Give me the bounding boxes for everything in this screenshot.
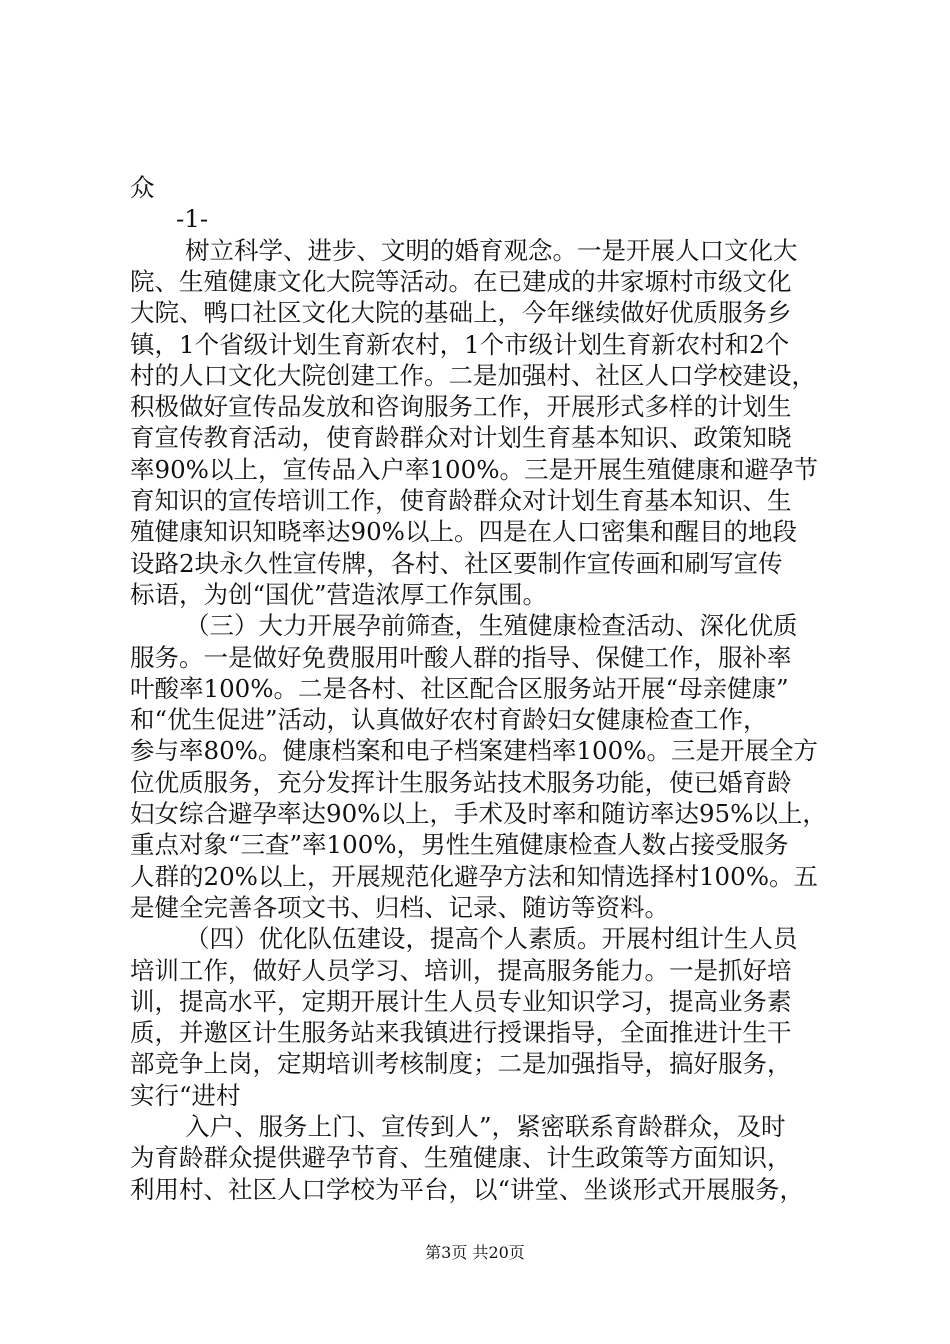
text-line: 妇女综合避孕率达90%以上，手术及时率和随访率达95%以上，	[130, 799, 827, 828]
text-line: 树立科学、进步、文明的婚育观念。一是开展人口文化大	[185, 236, 798, 265]
text-line: 大院、鸭口社区文化大院的基础上，今年继续做好优质服务乡	[130, 298, 792, 327]
text-line: 质，并邀区计生服务站来我镇进行授课指导，全面推进计生干	[130, 1018, 792, 1047]
text-line: 是健全完善各项文书、归档、记录、随访等资料。	[130, 893, 669, 922]
text-line: 育宣传教育活动，使育龄群众对计划生育基本知识、政策知晓	[130, 423, 792, 452]
text-line: 利用村、社区人口学校为平台，以“讲堂、坐谈形式开展服务，	[130, 1175, 805, 1204]
text-line: 镇，1个省级计划生育新农村，1个市级计划生育新农村和2个	[130, 330, 790, 359]
section-number: -1-	[176, 204, 209, 233]
text-line: 标语，为创“国优”营造浓厚工作氛围。	[130, 580, 548, 609]
text-line: 积极做好宣传品发放和咨询服务工作，开展形式多样的计划生	[130, 392, 792, 421]
text-line: 训，提高水平，定期开展计生人员专业知识学习，提高业务素	[130, 987, 792, 1016]
text-line: 叶酸率100%。二是各村、社区配合区服务站开展“母亲健康”	[130, 674, 789, 703]
text-line: 位优质服务，充分发挥计生服务站技术服务功能，使已婚育龄	[130, 768, 792, 797]
text-line: 培训工作，做好人员学习、培训，提高服务能力。一是抓好培	[130, 956, 792, 985]
text-line: 人群的20%以上，开展规范化避孕方法和知情选择村100%。五	[130, 862, 818, 891]
text-line: 部竞争上岗，定期培训考核制度；二是加强指导，搞好服务，	[130, 1049, 792, 1078]
text-line: 育知识的宣传培训工作，使育龄群众对计划生育基本知识、生	[130, 486, 792, 515]
text-line: 实行“进村	[130, 1081, 241, 1110]
text-line: 入户、服务上门、宣传到人”，紧密联系育龄群众，及时	[185, 1112, 786, 1141]
text-line: 率90%以上，宣传品入户率100%。三是开展生殖健康和避孕节	[130, 455, 818, 484]
text-line: 众	[130, 173, 155, 202]
text-line: 为育龄群众提供避孕节育、生殖健康、计生政策等方面知识，	[130, 1143, 792, 1172]
text-line: 参与率80%。健康档案和电子档案建档率100%。三是开展全方	[130, 736, 818, 765]
text-line: 和“优生促进”活动，认真做好农村育龄妇女健康检查工作，	[130, 705, 768, 734]
text-line: 村的人口文化大院创建工作。二是加强村、社区人口学校建设，	[130, 361, 816, 390]
text-line: 服务。一是做好免费服用叶酸人群的指导、保健工作，服补率	[130, 643, 792, 672]
text-line: 殖健康知识知晓率达90%以上。四是在人口密集和醒目的地段	[130, 517, 797, 546]
text-line: 院、生殖健康文化大院等活动。在已建成的井家塬村市级文化	[130, 267, 792, 296]
page-footer: 第3页 共20页	[425, 1243, 525, 1262]
text-line: 设路2块永久性宣传牌，各村、社区要制作宣传画和刷写宣传	[130, 549, 783, 578]
paragraph-heading: （三）大力开展孕前筛查，生殖健康检查活动、深化优质	[185, 611, 798, 640]
text-line: 重点对象“三查”率100%，男性生殖健康检查人数占接受服务	[130, 830, 789, 859]
paragraph-heading: （四）优化队伍建设，提高个人素质。开展村组计生人员	[185, 924, 798, 953]
